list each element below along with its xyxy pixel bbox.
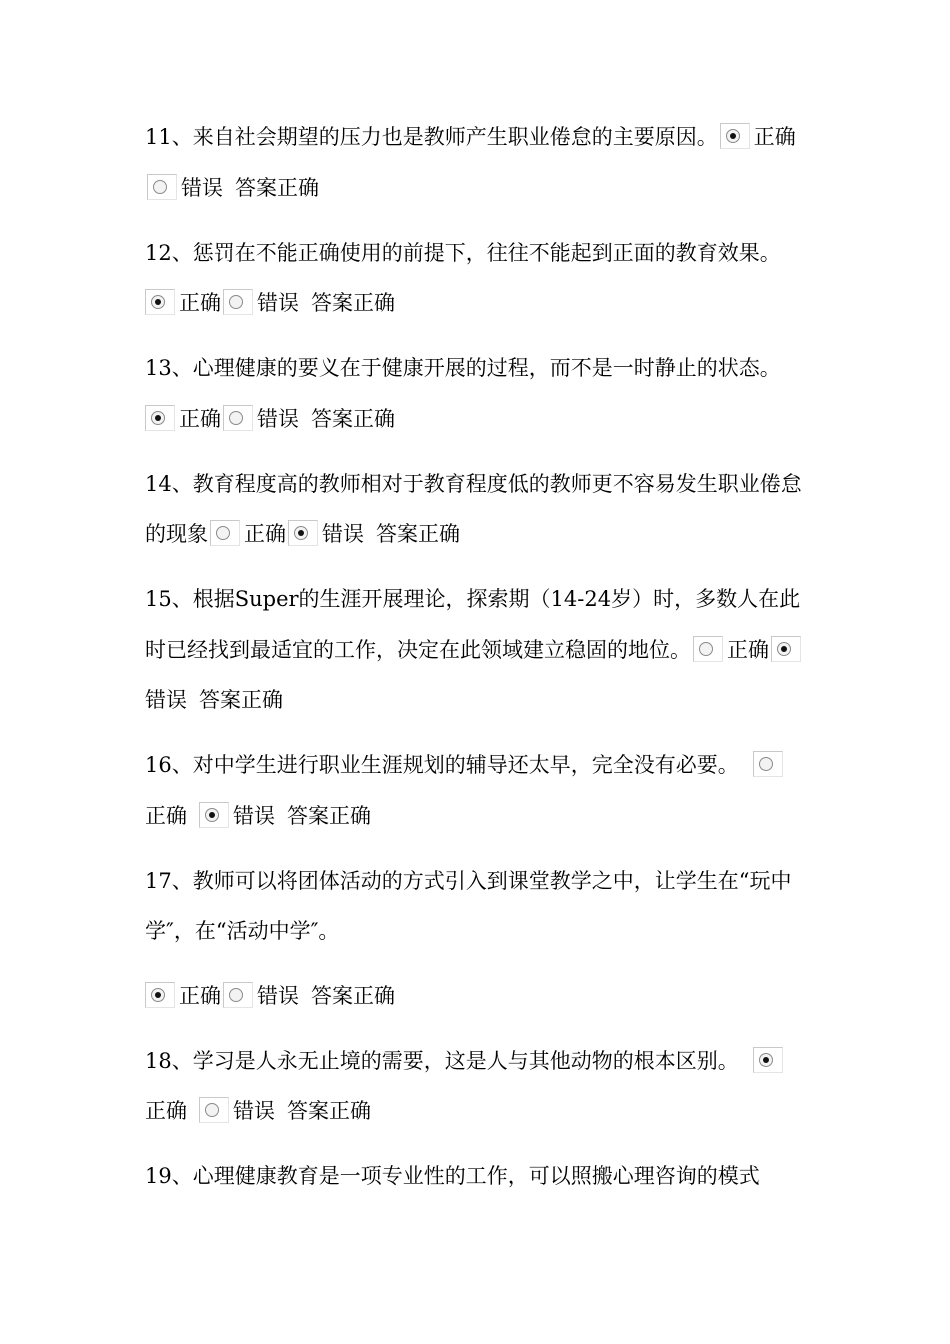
radio-checked-icon [759, 1053, 773, 1067]
option-true-radio[interactable] [145, 405, 175, 431]
radio-unchecked-icon [216, 526, 230, 540]
radio-unchecked-icon [229, 295, 243, 309]
radio-unchecked-icon [229, 988, 243, 1002]
option-true-label: 正确 [179, 291, 221, 315]
option-true-radio[interactable] [693, 636, 723, 662]
option-false-radio[interactable] [771, 636, 801, 662]
question-text: 16、对中学生进行职业生涯规划的辅导还太早，完全没有必要。 [145, 753, 739, 777]
answer-result: 答案正确 [311, 291, 395, 315]
option-true-radio[interactable] [145, 289, 175, 315]
question-19 [145, 1151, 815, 1202]
option-true-label: 正确 [179, 983, 221, 1008]
option-true-label: 正确 [727, 637, 769, 662]
question-text: 19、心理健康教育是一项专业性的工作，可以照搬心理咨询的模式 [145, 1164, 760, 1188]
radio-unchecked-icon [205, 1103, 219, 1117]
question-14 [145, 459, 815, 560]
radio-unchecked-icon [153, 180, 167, 194]
radio-checked-icon [151, 295, 165, 309]
question-12 [145, 228, 815, 329]
option-false-label: 错误 [145, 688, 187, 712]
option-false-label: 错误 [233, 803, 275, 828]
option-true-label: 正确 [145, 1099, 187, 1123]
answer-result: 答案正确 [311, 983, 395, 1008]
answer-result: 答案正确 [199, 688, 283, 712]
answer-result: 答案正确 [235, 175, 319, 200]
option-true-radio[interactable] [145, 982, 175, 1008]
option-true-label: 正确 [753, 125, 796, 149]
question-17 [145, 856, 815, 1022]
radio-checked-icon [205, 808, 219, 822]
question-11 [145, 112, 815, 213]
question-13 [145, 343, 815, 444]
option-false-label: 错误 [257, 983, 299, 1008]
answer-result: 答案正确 [287, 1099, 371, 1123]
question-text: 12、惩罚在不能正确使用的前提下，往往不能起到正面的教育效果。 [145, 240, 781, 265]
question-text: 17、教师可以将团体活动的方式引入到课堂教学之中，让学生在“玩中学″，在“活动中学″。 [145, 868, 792, 943]
radio-checked-icon [726, 129, 740, 143]
option-false-radio[interactable] [288, 520, 318, 546]
radio-unchecked-icon [229, 411, 243, 425]
option-true-label: 正确 [179, 406, 221, 431]
question-16 [145, 740, 815, 841]
option-true-label: 正确 [244, 522, 286, 546]
answer-result: 答案正确 [287, 803, 371, 828]
option-true-radio[interactable] [753, 1047, 783, 1073]
question-list [145, 112, 815, 1216]
radio-unchecked-icon [699, 642, 713, 656]
option-false-label: 错误 [322, 522, 364, 546]
option-false-radio[interactable] [147, 174, 177, 200]
option-true-label: 正确 [145, 803, 187, 828]
option-false-label: 错误 [257, 291, 299, 315]
radio-unchecked-icon [759, 757, 773, 771]
option-false-label: 错误 [181, 175, 223, 200]
option-false-radio[interactable] [199, 1097, 229, 1123]
option-false-label: 错误 [233, 1099, 275, 1123]
option-false-radio[interactable] [223, 289, 253, 315]
question-text: 14、教育程度高的教师相对于教育程度低的教师更不容易发生职业倦怠的现象 [145, 471, 802, 546]
radio-checked-icon [294, 526, 308, 540]
option-false-radio[interactable] [223, 405, 253, 431]
question-text: 11、来自社会期望的压力也是教师产生职业倦怠的主要原因。 [145, 125, 718, 149]
option-false-radio[interactable] [223, 982, 253, 1008]
question-15 [145, 574, 815, 726]
question-text: 13、心理健康的要义在于健康开展的过程，而不是一时静止的状态。 [145, 356, 781, 380]
option-false-label: 错误 [257, 406, 299, 431]
answer-result: 答案正确 [376, 522, 460, 546]
option-true-radio[interactable] [720, 123, 750, 149]
option-false-radio[interactable] [199, 802, 229, 828]
question-18 [145, 1036, 815, 1137]
option-true-radio[interactable] [210, 520, 240, 546]
question-text: 18、学习是人永无止境的需要，这是人与其他动物的根本区别。 [145, 1048, 739, 1073]
answer-result: 答案正确 [311, 406, 395, 431]
radio-checked-icon [777, 642, 791, 656]
option-true-radio[interactable] [753, 751, 783, 777]
question-text: 15、根据Super的生涯开展理论，探索期（14-24岁）时，多数人在此时已经找到最适宜的工作，决定在此领域建立稳固的地位。 [145, 587, 801, 662]
radio-checked-icon [151, 988, 165, 1002]
radio-checked-icon [151, 411, 165, 425]
